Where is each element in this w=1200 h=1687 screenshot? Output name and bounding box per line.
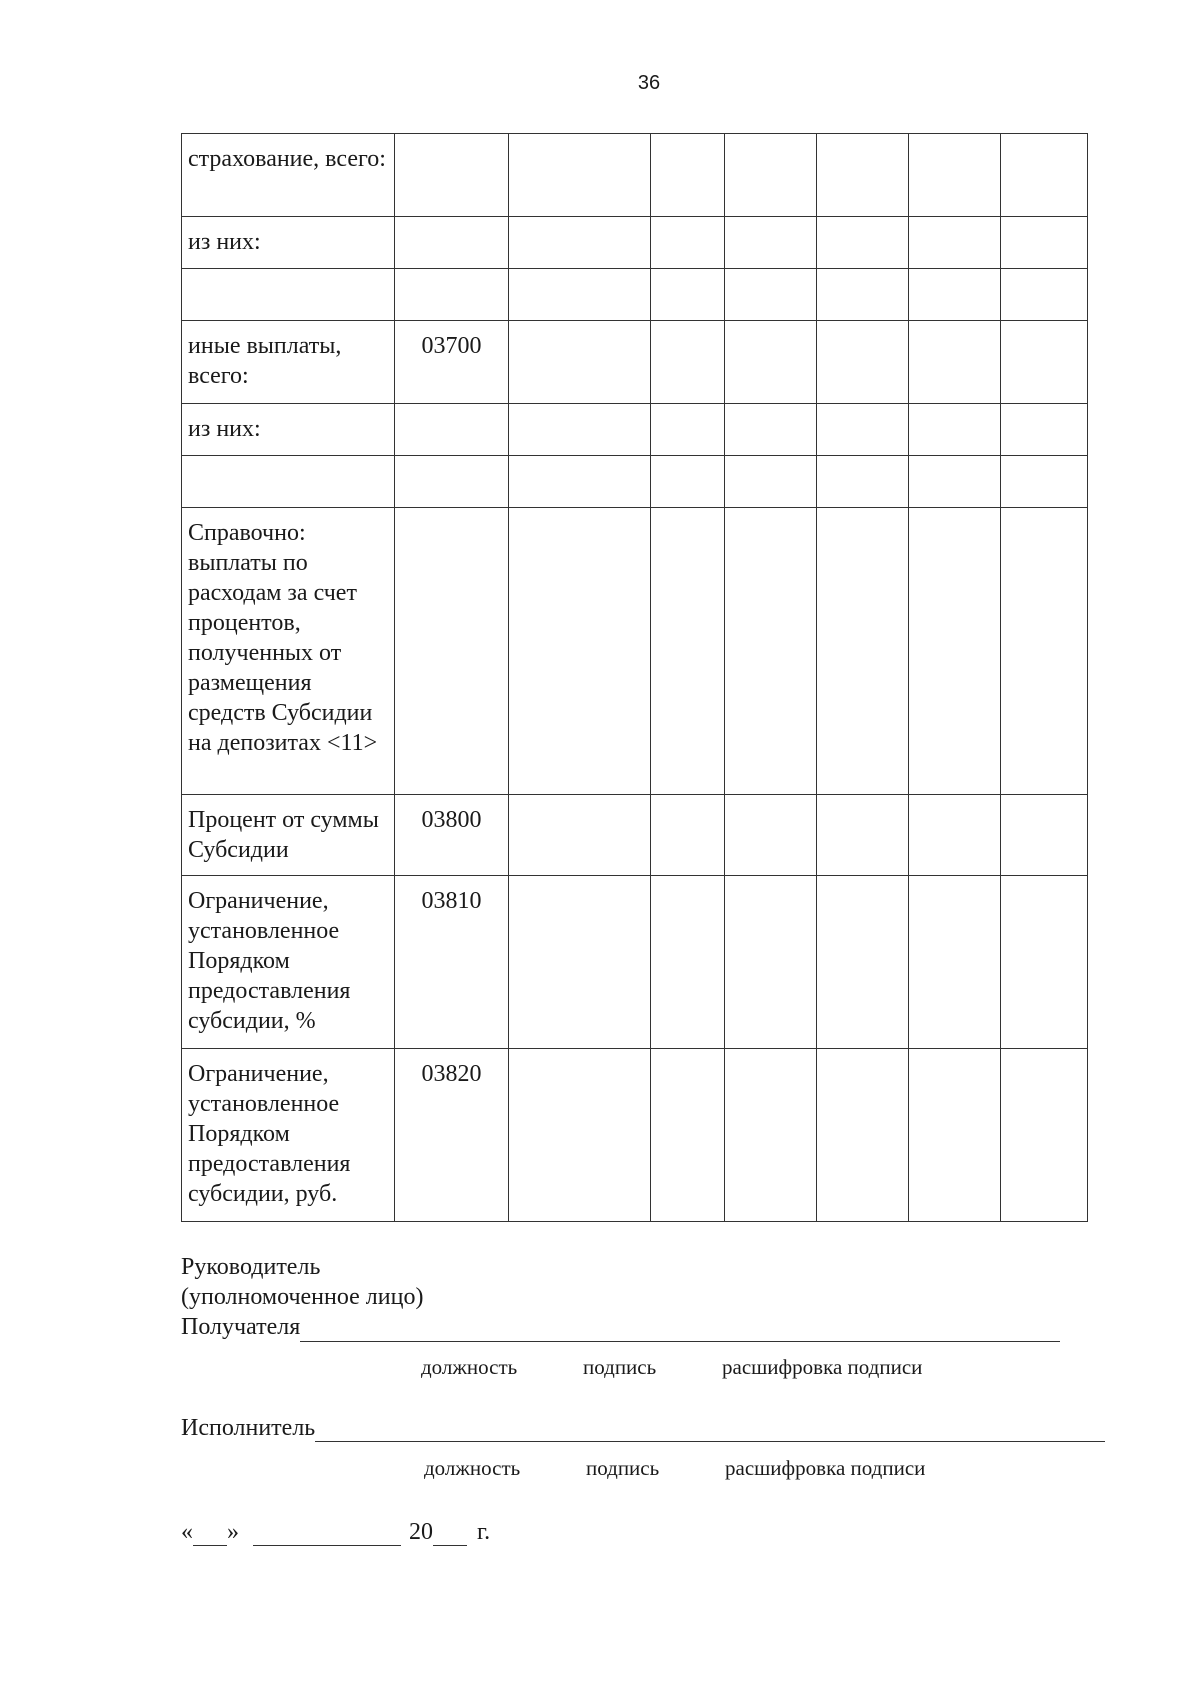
row-label: Справочно: выплаты по расходам за счет процентов, полученных от размещения средств Субсидии на депозитах <11> bbox=[182, 508, 395, 795]
table-cell bbox=[817, 456, 909, 508]
date-day-blank bbox=[193, 1523, 227, 1546]
table-cell bbox=[817, 269, 909, 321]
table-cell bbox=[1001, 876, 1088, 1049]
table-cell bbox=[509, 217, 651, 269]
executor-signature-line bbox=[315, 1419, 1105, 1442]
table-cell bbox=[1001, 321, 1088, 404]
row-code bbox=[395, 456, 509, 508]
row-label: иные выплаты, всего: bbox=[182, 321, 395, 404]
row-code bbox=[395, 404, 509, 456]
table-cell bbox=[725, 217, 817, 269]
head-signature-row bbox=[181, 1312, 1060, 1342]
table-cell bbox=[817, 321, 909, 404]
row-label bbox=[182, 456, 395, 508]
table-cell bbox=[1001, 1049, 1088, 1222]
table-cell bbox=[1001, 795, 1088, 876]
date-open-quote: « bbox=[181, 1519, 193, 1545]
table-cell bbox=[909, 321, 1001, 404]
date-year-blank bbox=[433, 1523, 467, 1546]
table-cell bbox=[1001, 217, 1088, 269]
row-code bbox=[395, 508, 509, 795]
table-cell bbox=[725, 1049, 817, 1222]
row-label: Ограничение, установленное Порядком предоставления субсидии, руб. bbox=[182, 1049, 395, 1222]
table-cell bbox=[817, 876, 909, 1049]
caption-position: должность bbox=[421, 1355, 518, 1379]
table-cell bbox=[509, 795, 651, 876]
table-cell bbox=[725, 456, 817, 508]
row-code bbox=[395, 269, 509, 321]
table-cell bbox=[909, 876, 1001, 1049]
table-cell bbox=[817, 134, 909, 217]
executor-row bbox=[181, 1415, 1105, 1442]
row-label: Ограничение, установленное Порядком предоставления субсидии, % bbox=[182, 876, 395, 1049]
table-cell bbox=[909, 456, 1001, 508]
table-row bbox=[182, 876, 1088, 1049]
table-cell bbox=[725, 404, 817, 456]
date-close-quote: » bbox=[227, 1519, 239, 1545]
table-cell bbox=[725, 795, 817, 876]
table-row bbox=[182, 456, 1088, 508]
table-cell bbox=[909, 404, 1001, 456]
table-row bbox=[182, 1049, 1088, 1222]
table-cell bbox=[509, 321, 651, 404]
table-cell bbox=[651, 321, 725, 404]
executor-signature-captions bbox=[424, 1456, 925, 1481]
date-month-blank bbox=[253, 1523, 401, 1546]
table-cell bbox=[817, 1049, 909, 1222]
table-cell bbox=[651, 508, 725, 795]
date-row bbox=[181, 1519, 490, 1546]
table-row bbox=[182, 795, 1088, 876]
table-cell bbox=[509, 456, 651, 508]
table-cell bbox=[651, 269, 725, 321]
table-cell bbox=[651, 404, 725, 456]
head-signature-block bbox=[181, 1252, 1060, 1342]
row-label bbox=[182, 269, 395, 321]
row-label: из них: bbox=[182, 404, 395, 456]
table-cell bbox=[817, 404, 909, 456]
table-row bbox=[182, 269, 1088, 321]
table-cell bbox=[509, 134, 651, 217]
row-code: 03810 bbox=[395, 876, 509, 1049]
row-code: 03820 bbox=[395, 1049, 509, 1222]
table-cell bbox=[651, 795, 725, 876]
head-title-line2: (уполномоченное лицо) bbox=[181, 1284, 424, 1310]
row-code: 03700 bbox=[395, 321, 509, 404]
executor-label: Исполнитель bbox=[181, 1415, 316, 1441]
row-code bbox=[395, 134, 509, 217]
table-cell bbox=[909, 508, 1001, 795]
table-cell bbox=[1001, 456, 1088, 508]
caption-signature: подпись bbox=[583, 1355, 657, 1379]
caption-position: должность bbox=[424, 1456, 521, 1480]
row-label: Процент от суммы Субсидии bbox=[182, 795, 395, 876]
row-code: 03800 bbox=[395, 795, 509, 876]
table-cell bbox=[509, 269, 651, 321]
head-signature-line bbox=[300, 1319, 1060, 1342]
report-table bbox=[181, 133, 1088, 1222]
head-signature-captions bbox=[421, 1355, 922, 1380]
table-cell bbox=[651, 876, 725, 1049]
table-row bbox=[182, 217, 1088, 269]
recipient-label: Получателя bbox=[181, 1314, 301, 1340]
table-cell bbox=[651, 134, 725, 217]
table-row bbox=[182, 134, 1088, 217]
table-cell bbox=[651, 1049, 725, 1222]
table-row bbox=[182, 404, 1088, 456]
table-cell bbox=[725, 876, 817, 1049]
table-cell bbox=[909, 269, 1001, 321]
table-cell bbox=[909, 795, 1001, 876]
row-label: из них: bbox=[182, 217, 395, 269]
table-cell bbox=[725, 269, 817, 321]
table-cell bbox=[909, 217, 1001, 269]
table-cell bbox=[509, 876, 651, 1049]
table-cell bbox=[509, 404, 651, 456]
date-year-suffix: г. bbox=[477, 1519, 491, 1545]
row-code bbox=[395, 217, 509, 269]
table-cell bbox=[1001, 269, 1088, 321]
table-cell bbox=[509, 508, 651, 795]
caption-signature: подпись bbox=[586, 1456, 660, 1480]
table-cell bbox=[817, 217, 909, 269]
table-row bbox=[182, 321, 1088, 404]
table-row bbox=[182, 508, 1088, 795]
table-cell bbox=[1001, 134, 1088, 217]
date-year-prefix: 20 bbox=[409, 1519, 433, 1545]
table-cell bbox=[725, 321, 817, 404]
page-number: 36 bbox=[637, 72, 661, 94]
table-cell bbox=[651, 217, 725, 269]
head-title-line1: Руководитель bbox=[181, 1254, 321, 1280]
caption-decoding: расшифровка подписи bbox=[725, 1456, 926, 1480]
table-cell bbox=[909, 1049, 1001, 1222]
table-cell bbox=[909, 134, 1001, 217]
table-cell bbox=[725, 134, 817, 217]
caption-decoding: расшифровка подписи bbox=[722, 1355, 923, 1379]
row-label: страхование, всего: bbox=[182, 134, 395, 217]
table-cell bbox=[1001, 404, 1088, 456]
table-cell bbox=[1001, 508, 1088, 795]
table-cell bbox=[725, 508, 817, 795]
table-cell bbox=[817, 508, 909, 795]
table-cell bbox=[817, 795, 909, 876]
table-cell bbox=[509, 1049, 651, 1222]
table-cell bbox=[651, 456, 725, 508]
